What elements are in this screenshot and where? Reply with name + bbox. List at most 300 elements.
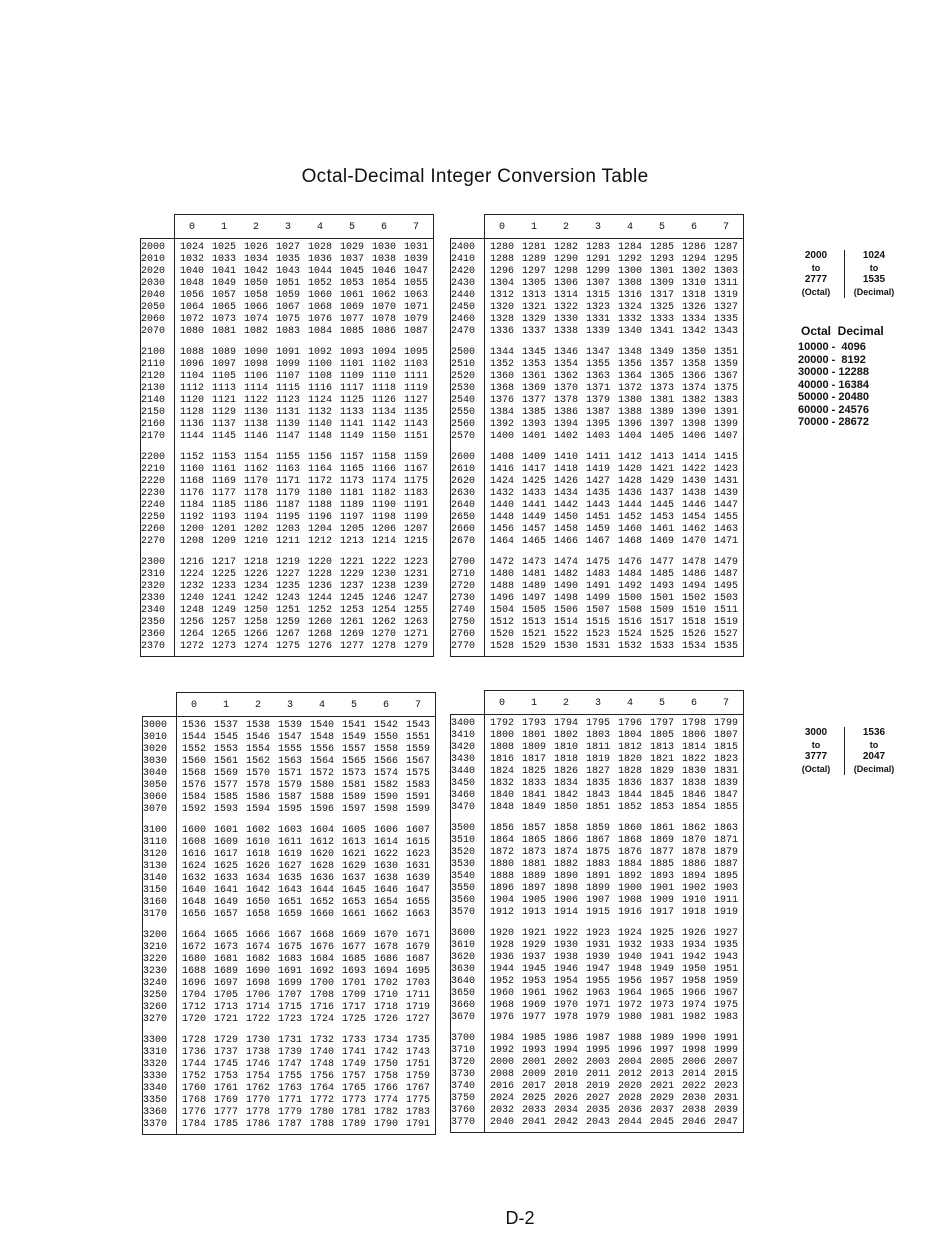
decimal-cell: 1121 [211, 395, 236, 406]
decimal-cell: 1893 [649, 871, 674, 882]
column-header-row [484, 690, 744, 714]
decimal-cell: 1444 [617, 500, 642, 511]
octal-row-label: 2740 [451, 605, 476, 616]
decimal-cell: 1945 [521, 964, 546, 975]
decimal-cell: 1440 [489, 500, 514, 511]
decimal-cell: 1081 [211, 326, 236, 337]
decimal-cell: 1553 [213, 744, 238, 755]
decimal-cell: 2035 [585, 1105, 610, 1116]
decimal-cell: 1495 [713, 581, 738, 592]
decimal-cell: 1359 [713, 359, 738, 370]
octal-row-label: 2170 [141, 431, 166, 442]
decimal-cell: 1396 [617, 419, 642, 430]
decimal-cell: 1677 [341, 942, 366, 953]
decimal-cell: 1880 [489, 859, 514, 870]
octal-row-label: 2400 [451, 242, 476, 253]
decimal-cell: 1788 [309, 1119, 334, 1130]
decimal-cell: 1365 [649, 371, 674, 382]
decimal-cell: 1660 [309, 909, 334, 920]
decimal-cell: 1082 [243, 326, 268, 337]
octal-row-label: 3540 [451, 871, 476, 882]
octal-row-label: 3750 [451, 1093, 476, 1104]
decimal-cell: 1271 [403, 629, 428, 640]
decimal-cell: 1891 [585, 871, 610, 882]
decimal-cell: 1144 [179, 431, 204, 442]
decimal-cell: 1130 [243, 407, 268, 418]
decimal-cell: 1601 [213, 825, 238, 836]
decimal-cell: 1368 [489, 383, 514, 394]
decimal-cell: 1831 [713, 766, 738, 777]
decimal-cell: 1405 [649, 431, 674, 442]
decimal-cell: 1671 [405, 930, 430, 941]
decimal-cell: 1583 [405, 780, 430, 791]
decimal-cell: 1475 [585, 557, 610, 568]
decimal-cell: 1402 [553, 431, 578, 442]
octal-row-label: 3310 [143, 1047, 168, 1058]
decimal-cell: 1432 [489, 488, 514, 499]
decimal-cell: 1206 [371, 524, 396, 535]
decimal-cell: 1588 [309, 792, 334, 803]
decimal-cell: 1662 [373, 909, 398, 920]
decimal-cell: 1489 [521, 581, 546, 592]
decimal-cell: 1536 [181, 720, 206, 731]
decimal-cell: 1478 [681, 557, 706, 568]
decimal-cell: 1822 [681, 754, 706, 765]
decimal-cell: 1727 [405, 1014, 430, 1025]
decimal-cell: 2029 [649, 1093, 674, 1104]
octal-row-label: 2410 [451, 254, 476, 265]
decimal-cell: 1617 [213, 849, 238, 860]
decimal-cell: 1993 [521, 1045, 546, 1056]
decimal-cell: 1191 [403, 500, 428, 511]
decimal-cell: 1709 [341, 990, 366, 1001]
decimal-cell: 2034 [553, 1105, 578, 1116]
decimal-cell: 1338 [553, 326, 578, 337]
decimal-cell: 1590 [373, 792, 398, 803]
decimal-cell: 1557 [341, 744, 366, 755]
decimal-cell: 1693 [341, 966, 366, 977]
octal-row-label: 3040 [143, 768, 168, 779]
decimal-cell: 1688 [181, 966, 206, 977]
decimal-cell: 1355 [585, 359, 610, 370]
decimal-cell: 1399 [713, 419, 738, 430]
decimal-cell: 1896 [489, 883, 514, 894]
decimal-cell: 1541 [341, 720, 366, 731]
decimal-cell: 1618 [245, 849, 270, 860]
decimal-cell: 1567 [405, 756, 430, 767]
decimal-cell: 1701 [341, 978, 366, 989]
decimal-cell: 1734 [373, 1035, 398, 1046]
decimal-cell: 1568 [181, 768, 206, 779]
decimal-cell: 1998 [681, 1045, 706, 1056]
octal-row-label: 3410 [451, 730, 476, 741]
octal-row-label: 2540 [451, 395, 476, 406]
decimal-cell: 1157 [339, 452, 364, 463]
decimal-cell: 1330 [553, 314, 578, 325]
decimal-cell: 1719 [405, 1002, 430, 1013]
decimal-cell: 1892 [617, 871, 642, 882]
decimal-cell: 2010 [553, 1069, 578, 1080]
octal-row-label: 2720 [451, 581, 476, 592]
decimal-cell: 1446 [681, 500, 706, 511]
decimal-cell: 1994 [553, 1045, 578, 1056]
decimal-cell: 1120 [179, 395, 204, 406]
decimal-cell: 1124 [307, 395, 332, 406]
decimal-cell: 1150 [371, 431, 396, 442]
octal-row-label: 2130 [141, 383, 166, 394]
decimal-cell: 1744 [181, 1059, 206, 1070]
decimal-cell: 1640 [181, 885, 206, 896]
decimal-cell: 1830 [681, 766, 706, 777]
decimal-cell: 1796 [617, 718, 642, 729]
decimal-cell: 1166 [371, 464, 396, 475]
decimal-cell: 1730 [245, 1035, 270, 1046]
octal-row-label: 3430 [451, 754, 476, 765]
octal-row-label: 3150 [143, 885, 168, 896]
decimal-cell: 1522 [553, 629, 578, 640]
octal-row-label: 2220 [141, 476, 166, 487]
decimal-cell: 2046 [681, 1117, 706, 1128]
decimal-cell: 1106 [243, 371, 268, 382]
octal-row-label: 2440 [451, 290, 476, 301]
decimal-cell: 1511 [713, 605, 738, 616]
decimal-cell: 1950 [681, 964, 706, 975]
decimal-cell: 1070 [371, 302, 396, 313]
decimal-cell: 1692 [309, 966, 334, 977]
decimal-cell: 1915 [585, 907, 610, 918]
decimal-cell: 1625 [213, 861, 238, 872]
decimal-cell: 1138 [243, 419, 268, 430]
decimal-cell: 1867 [585, 835, 610, 846]
decimal-cell: 1385 [521, 407, 546, 418]
decimal-cell: 1725 [341, 1014, 366, 1025]
column-header: 1 [220, 222, 227, 233]
octal-row-label: 3270 [143, 1014, 168, 1025]
decimal-cell: 1906 [553, 895, 578, 906]
decimal-cell: 1072 [179, 314, 204, 325]
decimal-cell: 1742 [373, 1047, 398, 1058]
decimal-cell: 1057 [211, 290, 236, 301]
decimal-cell: 1571 [277, 768, 302, 779]
decimal-cell: 1813 [649, 742, 674, 753]
decimal-cell: 1798 [681, 718, 706, 729]
octal-row-label: 3070 [143, 804, 168, 815]
decimal-cell: 2004 [617, 1057, 642, 1068]
decimal-cell: 1811 [585, 742, 610, 753]
decimal-cell: 1658 [245, 909, 270, 920]
decimal-cell: 1883 [585, 859, 610, 870]
octal-row-label: 3000 [143, 720, 168, 731]
decimal-cell: 1600 [181, 825, 206, 836]
decimal-cell: 1509 [649, 605, 674, 616]
decimal-cell: 1244 [307, 593, 332, 604]
decimal-cell: 1889 [521, 871, 546, 882]
decimal-cell: 1340 [617, 326, 642, 337]
decimal-cell: 1266 [243, 629, 268, 640]
decimal-cell: 1406 [681, 431, 706, 442]
decimal-cell: 1807 [713, 730, 738, 741]
decimal-cell: 1226 [243, 569, 268, 580]
decimal-cell: 1046 [371, 266, 396, 277]
decimal-cell: 1862 [681, 823, 706, 834]
decimal-cell: 1256 [179, 617, 204, 628]
octal-row-label: 2040 [141, 290, 166, 301]
decimal-cell: 1407 [713, 431, 738, 442]
decimal-cell: 1429 [649, 476, 674, 487]
decimal-cell: 1195 [275, 512, 300, 523]
decimal-cell: 1041 [211, 266, 236, 277]
decimal-cell: 1749 [341, 1059, 366, 1070]
decimal-cell: 1215 [403, 536, 428, 547]
decimal-cell: 1435 [585, 488, 610, 499]
decimal-cell: 2033 [521, 1105, 546, 1116]
column-header: 5 [350, 700, 357, 711]
decimal-cell: 1836 [617, 778, 642, 789]
decimal-cell: 1534 [681, 641, 706, 652]
decimal-cell: 2031 [713, 1093, 738, 1104]
decimal-cell: 1960 [489, 988, 514, 999]
column-header: 3 [594, 222, 601, 233]
decimal-cell: 1832 [489, 778, 514, 789]
decimal-cell: 2017 [521, 1081, 546, 1092]
decimal-cell: 1187 [275, 500, 300, 511]
decimal-cell: 1123 [275, 395, 300, 406]
decimal-cell: 1589 [341, 792, 366, 803]
page-number: D-2 [505, 1208, 535, 1228]
decimal-cell: 1809 [521, 742, 546, 753]
decimal-cell: 1149 [339, 431, 364, 442]
decimal-cell: 1276 [307, 641, 332, 652]
decimal-cell: 1482 [553, 569, 578, 580]
octal-row-label: 2240 [141, 500, 166, 511]
decimal-cell: 2043 [585, 1117, 610, 1128]
decimal-cell: 1852 [617, 802, 642, 813]
decimal-cell: 1784 [181, 1119, 206, 1130]
decimal-cell: 1672 [181, 942, 206, 953]
decimal-cell: 1585 [213, 792, 238, 803]
decimal-cell: 1686 [373, 954, 398, 965]
decimal-cell: 1680 [181, 954, 206, 965]
decimal-cell: 1363 [585, 371, 610, 382]
decimal-cell: 1958 [681, 976, 706, 987]
decimal-cell: 1286 [681, 242, 706, 253]
decimal-cell: 1468 [617, 536, 642, 547]
decimal-cell: 1907 [585, 895, 610, 906]
decimal-cell: 1608 [181, 837, 206, 848]
column-header: 7 [722, 698, 729, 709]
decimal-cell: 1763 [277, 1083, 302, 1094]
decimal-cell: 1790 [373, 1119, 398, 1130]
decimal-cell: 1508 [617, 605, 642, 616]
decimal-cell: 1316 [617, 290, 642, 301]
decimal-cell: 1213 [339, 536, 364, 547]
decimal-cell: 1273 [211, 641, 236, 652]
range-list-header: Octal Decimal [801, 324, 884, 338]
decimal-cell: 1472 [489, 557, 514, 568]
column-header: 2 [252, 222, 259, 233]
decimal-cell: 1074 [243, 314, 268, 325]
decimal-cell: 1091 [275, 347, 300, 358]
decimal-cell: 1211 [275, 536, 300, 547]
decimal-cell: 1517 [649, 617, 674, 628]
decimal-cell: 1527 [713, 629, 738, 640]
decimal-cell: 1544 [181, 732, 206, 743]
decimal-cell: 1826 [553, 766, 578, 777]
octal-row-label: 2020 [141, 266, 166, 277]
decimal-cell: 1817 [521, 754, 546, 765]
decimal-cell: 1717 [341, 1002, 366, 1013]
decimal-cell: 1938 [553, 952, 578, 963]
decimal-cell: 2026 [553, 1093, 578, 1104]
decimal-cell: 1720 [181, 1014, 206, 1025]
decimal-cell: 1248 [179, 605, 204, 616]
decimal-cell: 1263 [403, 617, 428, 628]
decimal-cell: 1451 [585, 512, 610, 523]
decimal-cell: 1267 [275, 629, 300, 640]
decimal-cell: 1644 [309, 885, 334, 896]
octal-row-label: 2450 [451, 302, 476, 313]
octal-row-label: 3450 [451, 778, 476, 789]
decimal-cell: 1874 [553, 847, 578, 858]
decimal-cell: 2036 [617, 1105, 642, 1116]
column-header: 4 [626, 698, 633, 709]
decimal-cell: 1403 [585, 431, 610, 442]
decimal-cell: 1789 [341, 1119, 366, 1130]
decimal-cell: 1612 [309, 837, 334, 848]
decimal-cell: 1685 [341, 954, 366, 965]
decimal-cell: 1964 [617, 988, 642, 999]
decimal-cell: 1733 [341, 1035, 366, 1046]
octal-row-label: 3730 [451, 1069, 476, 1080]
decimal-cell: 1814 [681, 742, 706, 753]
decimal-cell: 1540 [309, 720, 334, 731]
decimal-cell: 1382 [681, 395, 706, 406]
decimal-cell: 1322 [553, 302, 578, 313]
decimal-cell: 1352 [489, 359, 514, 370]
decimal-cell: 1159 [403, 452, 428, 463]
octal-row-label: 3610 [451, 940, 476, 951]
decimal-cell: 1460 [617, 524, 642, 535]
decimal-cell: 1859 [585, 823, 610, 834]
decimal-cell: 1305 [521, 278, 546, 289]
decimal-cell: 1323 [585, 302, 610, 313]
decimal-cell: 1345 [521, 347, 546, 358]
decimal-cell: 1552 [181, 744, 206, 755]
decimal-cell: 1929 [521, 940, 546, 951]
decimal-cell: 1430 [681, 476, 706, 487]
decimal-cell: 1465 [521, 536, 546, 547]
decimal-cell: 1595 [277, 804, 302, 815]
decimal-cell: 1229 [339, 569, 364, 580]
decimal-cell: 1230 [371, 569, 396, 580]
decimal-cell: 1132 [307, 407, 332, 418]
decimal-cell: 2021 [649, 1081, 674, 1092]
decimal-cell: 1312 [489, 290, 514, 301]
decimal-cell: 1682 [245, 954, 270, 965]
decimal-cell: 1264 [179, 629, 204, 640]
decimal-cell: 1769 [213, 1095, 238, 1106]
decimal-cell: 1494 [681, 581, 706, 592]
decimal-cell: 1393 [521, 419, 546, 430]
decimal-cell: 1919 [713, 907, 738, 918]
octal-row-label: 2150 [141, 407, 166, 418]
decimal-cell: 1593 [213, 804, 238, 815]
decimal-cell: 1532 [617, 641, 642, 652]
decimal-cell: 1804 [617, 730, 642, 741]
octal-row-label: 2250 [141, 512, 166, 523]
decimal-cell: 1387 [585, 407, 610, 418]
octal-row-label: 3340 [143, 1083, 168, 1094]
decimal-cell: 1837 [649, 778, 674, 789]
column-header: 6 [380, 222, 387, 233]
decimal-cell: 1118 [371, 383, 396, 394]
decimal-cell: 1910 [681, 895, 706, 906]
decimal-cell: 1107 [275, 371, 300, 382]
column-header: 2 [254, 700, 261, 711]
column-header: 3 [594, 698, 601, 709]
octal-row-label: 3360 [143, 1107, 168, 1118]
decimal-cell: 1049 [211, 278, 236, 289]
range-octal-from: 2000 [804, 250, 828, 261]
range-row: 50000 - 20480 [798, 391, 869, 403]
decimal-cell: 2001 [521, 1057, 546, 1068]
decimal-cell: 1161 [211, 464, 236, 475]
decimal-cell: 1949 [649, 964, 674, 975]
decimal-cell: 1498 [553, 593, 578, 604]
decimal-cell: 1303 [713, 266, 738, 277]
decimal-cell: 1280 [489, 242, 514, 253]
decimal-cell: 1592 [181, 804, 206, 815]
octal-row-label: 2350 [141, 617, 166, 628]
decimal-cell: 1564 [309, 756, 334, 767]
decimal-cell: 1572 [309, 768, 334, 779]
decimal-cell: 1073 [211, 314, 236, 325]
octal-row-label: 2760 [451, 629, 476, 640]
decimal-cell: 1170 [243, 476, 268, 487]
decimal-cell: 1093 [339, 347, 364, 358]
decimal-cell: 1971 [585, 1000, 610, 1011]
decimal-cell: 1684 [309, 954, 334, 965]
decimal-cell: 1145 [211, 431, 236, 442]
decimal-cell: 1222 [371, 557, 396, 568]
range-decimal-label: (Decimal) [853, 287, 895, 297]
decimal-cell: 1110 [371, 371, 396, 382]
decimal-cell: 1507 [585, 605, 610, 616]
decimal-cell: 2025 [521, 1093, 546, 1104]
decimal-cell: 1077 [339, 314, 364, 325]
decimal-cell: 1321 [521, 302, 546, 313]
octal-row-label: 3710 [451, 1045, 476, 1056]
decimal-cell: 1737 [213, 1047, 238, 1058]
decimal-cell: 1119 [403, 383, 428, 394]
octal-row-label: 3050 [143, 780, 168, 791]
decimal-cell: 1772 [309, 1095, 334, 1106]
decimal-cell: 1085 [339, 326, 364, 337]
decimal-cell: 1025 [211, 242, 236, 253]
decimal-cell: 1371 [585, 383, 610, 394]
decimal-cell: 1748 [309, 1059, 334, 1070]
decimal-cell: 1335 [713, 314, 738, 325]
decimal-cell: 1143 [403, 419, 428, 430]
decimal-cell: 1959 [713, 976, 738, 987]
decimal-cell: 1270 [371, 629, 396, 640]
decimal-cell: 1339 [585, 326, 610, 337]
decimal-cell: 1828 [617, 766, 642, 777]
decimal-cell: 1707 [277, 990, 302, 1001]
decimal-cell: 1594 [245, 804, 270, 815]
decimal-cell: 1786 [245, 1119, 270, 1130]
octal-row-label: 3160 [143, 897, 168, 908]
